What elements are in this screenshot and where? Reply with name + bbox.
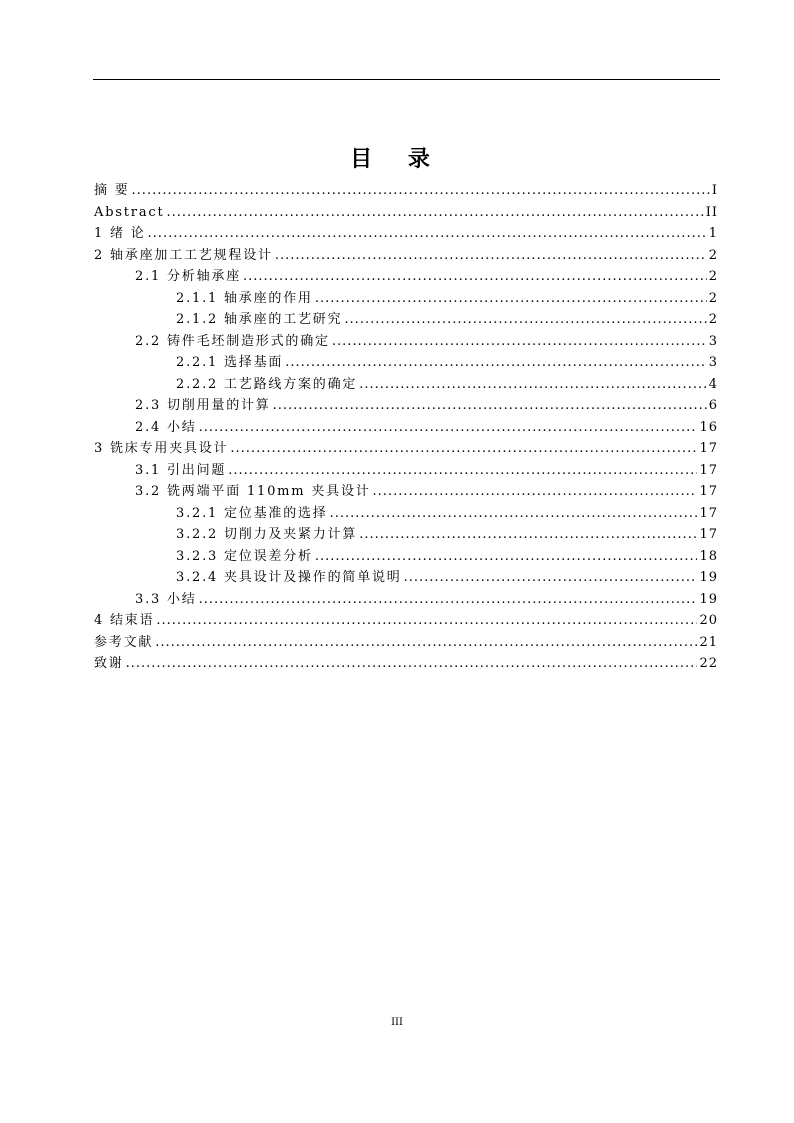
toc-entry[interactable]	[94, 653, 718, 675]
toc-entry-page: II	[705, 204, 718, 220]
page-number: III	[391, 1017, 403, 1028]
toc-dot-leader	[275, 245, 707, 267]
toc-entry-page: 16	[699, 419, 718, 435]
toc-dot-leader	[315, 546, 698, 568]
toc-entry[interactable]	[94, 610, 718, 632]
toc-entry[interactable]	[94, 352, 718, 374]
toc-dot-leader	[359, 524, 697, 546]
toc-entry-label: 3.2.4 夹具设计及操作的简单说明	[176, 570, 402, 585]
toc-dot-leader	[373, 481, 698, 503]
toc-entry-label: 2 轴承座加工工艺规程设计	[94, 247, 273, 263]
toc-dot-leader	[228, 460, 697, 482]
toc-entry-label: 2.3 切削用量的计算	[135, 398, 271, 413]
toc-entry[interactable]	[94, 374, 718, 396]
toc-dot-leader	[230, 438, 697, 460]
toc-entry-page: 18	[699, 548, 718, 564]
toc-entry-page: 17	[699, 441, 718, 456]
toc-entry-page: I	[711, 183, 718, 198]
toc-entry[interactable]	[94, 223, 718, 245]
toc-dot-leader	[315, 288, 707, 310]
toc-entry-label: 3.2.2 切削力及夹紧力计算	[176, 527, 358, 542]
toc-entry[interactable]	[94, 546, 718, 568]
toc-entry-page: 4	[708, 376, 718, 392]
table-of-contents	[94, 180, 718, 675]
toc-dot-leader	[332, 331, 707, 353]
toc-entry-label: 3.2.1 定位基准的选择	[176, 505, 328, 521]
toc-entry-page: 1	[708, 226, 718, 241]
toc-entry-page: 6	[708, 398, 718, 413]
toc-dot-leader	[285, 352, 707, 374]
toc-dot-leader	[132, 180, 710, 202]
toc-entry-label: 4 结束语	[94, 613, 155, 628]
toc-entry-label: 致谢	[94, 656, 124, 671]
toc-entry-page: 21	[699, 634, 718, 650]
toc-entry[interactable]	[94, 395, 718, 417]
toc-dot-leader	[148, 223, 707, 245]
toc-title: 目 录	[350, 147, 444, 172]
toc-entry[interactable]	[94, 331, 718, 353]
toc-entry-label: 2.1.2 轴承座的工艺研究	[176, 312, 343, 327]
toc-entry[interactable]	[94, 589, 718, 611]
toc-entry-label: 3.2 铣两端平面 110mm 夹具设计	[135, 484, 371, 499]
toc-entry[interactable]	[94, 245, 718, 267]
toc-entry-page: 3	[708, 355, 718, 370]
toc-entry[interactable]	[94, 632, 718, 654]
toc-entry[interactable]	[94, 438, 718, 460]
toc-entry-label: 2.2 铸件毛坯制造形式的确定	[135, 333, 330, 349]
toc-entry-page: 2	[708, 247, 718, 263]
header-rule	[93, 79, 720, 80]
toc-entry-label: 2.2.2 工艺路线方案的确定	[176, 376, 358, 392]
toc-entry[interactable]	[94, 202, 718, 224]
toc-dot-leader	[359, 374, 707, 396]
toc-dot-leader	[126, 653, 698, 675]
toc-entry-label: 2.1 分析轴承座	[135, 269, 242, 284]
toc-dot-leader	[199, 417, 698, 439]
toc-entry-label: 参考文献	[94, 634, 154, 650]
toc-entry-label: Abstract	[94, 204, 165, 220]
toc-entry[interactable]	[94, 460, 718, 482]
toc-entry[interactable]	[94, 288, 718, 310]
toc-dot-leader	[344, 309, 706, 331]
toc-entry-page: 19	[699, 570, 718, 585]
toc-entry-label: 2.1.1 轴承座的作用	[176, 290, 313, 306]
toc-dot-leader	[156, 610, 697, 632]
toc-entry[interactable]	[94, 567, 718, 589]
toc-entry-label: 2.4 小结	[135, 419, 197, 435]
toc-dot-leader	[273, 395, 707, 417]
toc-entry-label: 3.1 引出问题	[135, 462, 227, 478]
toc-dot-leader	[243, 266, 707, 288]
toc-entry-label: 3.3 小结	[135, 591, 197, 607]
toc-entry-page: 17	[699, 527, 718, 542]
toc-entry-page: 2	[708, 269, 718, 284]
toc-entry-page: 20	[699, 613, 718, 628]
toc-entry-label: 1 绪 论	[94, 226, 146, 241]
toc-entry[interactable]	[94, 309, 718, 331]
toc-dot-leader	[166, 202, 703, 224]
toc-entry-label: 2.2.1 选择基面	[176, 355, 284, 370]
toc-entry-label: 3.2.3 定位误差分析	[176, 548, 313, 564]
toc-entry[interactable]	[94, 524, 718, 546]
toc-entry-page: 17	[699, 505, 718, 521]
toc-entry-page: 2	[708, 290, 718, 306]
toc-entry-page: 17	[699, 462, 718, 478]
toc-dot-leader	[330, 503, 698, 525]
toc-entry[interactable]	[94, 503, 718, 525]
toc-dot-leader	[155, 632, 697, 654]
toc-entry-label: 3 铣床专用夹具设计	[94, 441, 229, 456]
toc-entry-page: 2	[708, 312, 718, 327]
toc-entry[interactable]	[94, 180, 718, 202]
toc-dot-leader	[404, 567, 698, 589]
toc-entry-page: 3	[708, 333, 718, 349]
toc-entry-page: 19	[699, 591, 718, 607]
toc-entry-page: 17	[699, 484, 718, 499]
toc-entry-page: 22	[699, 656, 718, 671]
toc-entry[interactable]	[94, 266, 718, 288]
toc-entry-label: 摘 要	[94, 183, 130, 198]
toc-entry[interactable]	[94, 481, 718, 503]
toc-entry[interactable]	[94, 417, 718, 439]
toc-dot-leader	[199, 589, 698, 611]
